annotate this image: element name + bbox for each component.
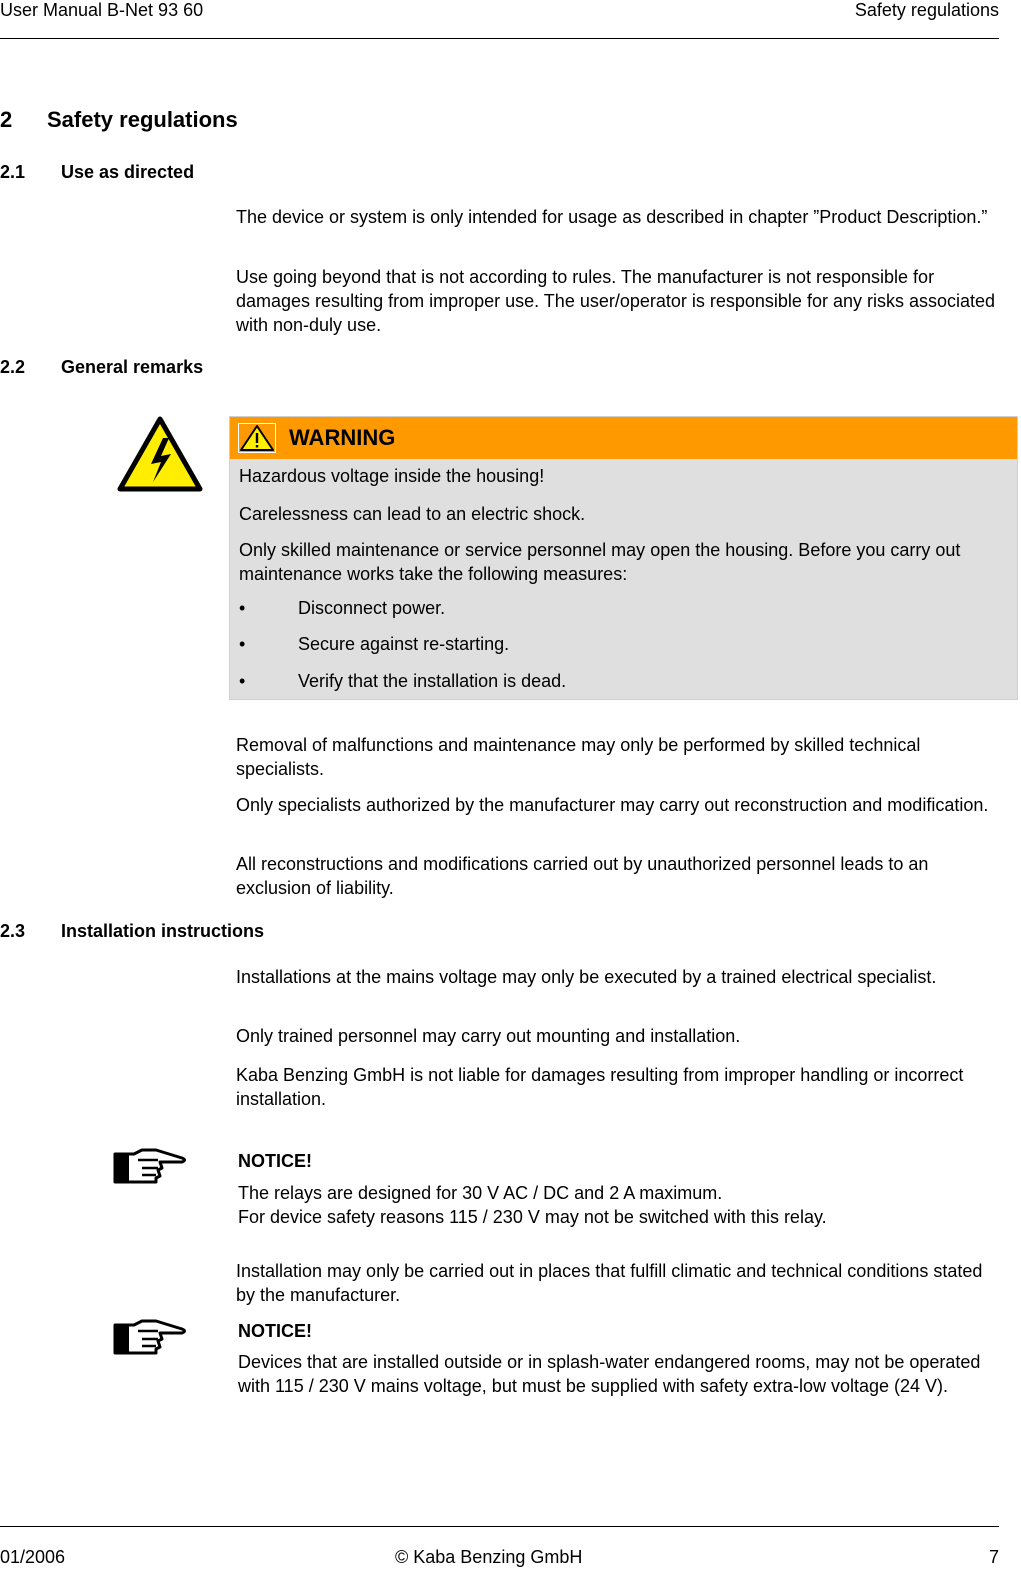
warning-header xyxy=(230,417,1017,459)
bullet-item: Disconnect power. xyxy=(298,598,446,618)
paragraph: Only specialists authorized by the manufacturer may carry out reconstruction and modification. xyxy=(236,795,989,815)
page-number: 7 xyxy=(988,1547,999,1567)
footer-rule xyxy=(0,1526,999,1527)
paragraph: Removal of malfunctions and maintenance may only be performed by skilled technical specialists. xyxy=(236,735,921,779)
section-number: 2.1 xyxy=(0,162,26,182)
chapter-title: Safety regulations xyxy=(47,107,238,132)
pointing-hand-icon xyxy=(112,1146,188,1186)
notice-line: The relays are designed for 30 V AC / DC and 2 A maximum. xyxy=(238,1183,723,1203)
warning-line: Hazardous voltage inside the housing! xyxy=(239,466,545,486)
section-title: Use as directed xyxy=(61,162,195,182)
chapter-number: 2 xyxy=(0,107,13,132)
bullet-item: Secure against re-starting. xyxy=(298,634,510,654)
paragraph: Kaba Benzing GmbH is not liable for damages resulting from improper handling or incorrect installation. xyxy=(236,1065,964,1109)
warning-line: Only skilled maintenance or service personnel may open the housing. Before you carry out maintenance works take the following measures: xyxy=(239,540,961,584)
warning-triangle-icon xyxy=(238,423,276,453)
header-rule xyxy=(0,38,999,39)
paragraph: All reconstructions and modifications carried out by unauthorized personnel leads to an exclusion of liability. xyxy=(236,854,929,898)
footer-date: 01/2006 xyxy=(0,1547,66,1567)
warning-title: WARNING xyxy=(289,425,396,450)
running-header-section: Safety regulations xyxy=(854,0,999,20)
notice-line: Devices that are installed outside or in splash-water endangered rooms, may not be operated with 115 / 230 V mains voltage, but must be supplied with safety extra-low voltage (24 V). xyxy=(238,1352,981,1396)
warning-box xyxy=(229,416,1018,700)
notice-title: NOTICE! xyxy=(238,1151,312,1171)
notice-line: For device safety reasons 115 / 230 V may not be switched with this relay. xyxy=(238,1207,827,1227)
pointing-hand-icon xyxy=(112,1317,188,1357)
electric-shock-warning-icon xyxy=(117,416,203,492)
bullet-item: Verify that the installation is dead. xyxy=(298,671,567,691)
bullet-symbol: • xyxy=(239,671,246,691)
paragraph: Only trained personnel may carry out mounting and installation. xyxy=(236,1026,741,1046)
section-number: 2.3 xyxy=(0,921,26,941)
footer-copyright: © Kaba Benzing GmbH xyxy=(395,1547,583,1567)
section-title: Installation instructions xyxy=(61,921,265,941)
bullet-symbol: • xyxy=(239,634,246,654)
section-number: 2.2 xyxy=(0,357,26,377)
notice-title: NOTICE! xyxy=(238,1321,312,1341)
warning-line: Carelessness can lead to an electric shock. xyxy=(239,504,586,524)
running-header-title: User Manual B-Net 93 60 xyxy=(0,0,204,20)
section-title: General remarks xyxy=(61,357,204,377)
paragraph: Installation may only be carried out in places that fulfill climatic and technical conditions stated by the manufacturer. xyxy=(236,1261,983,1305)
paragraph: Installations at the mains voltage may only be executed by a trained electrical specialist. xyxy=(236,967,937,987)
paragraph: The device or system is only intended for usage as described in chapter ”Product Description.” xyxy=(236,207,988,227)
bullet-symbol: • xyxy=(239,598,246,618)
paragraph: Use going beyond that is not according to rules. The manufacturer is not responsible for damages resulting from improper use. The user/operator is responsible for any risks associated with non-duly use. xyxy=(236,267,996,335)
